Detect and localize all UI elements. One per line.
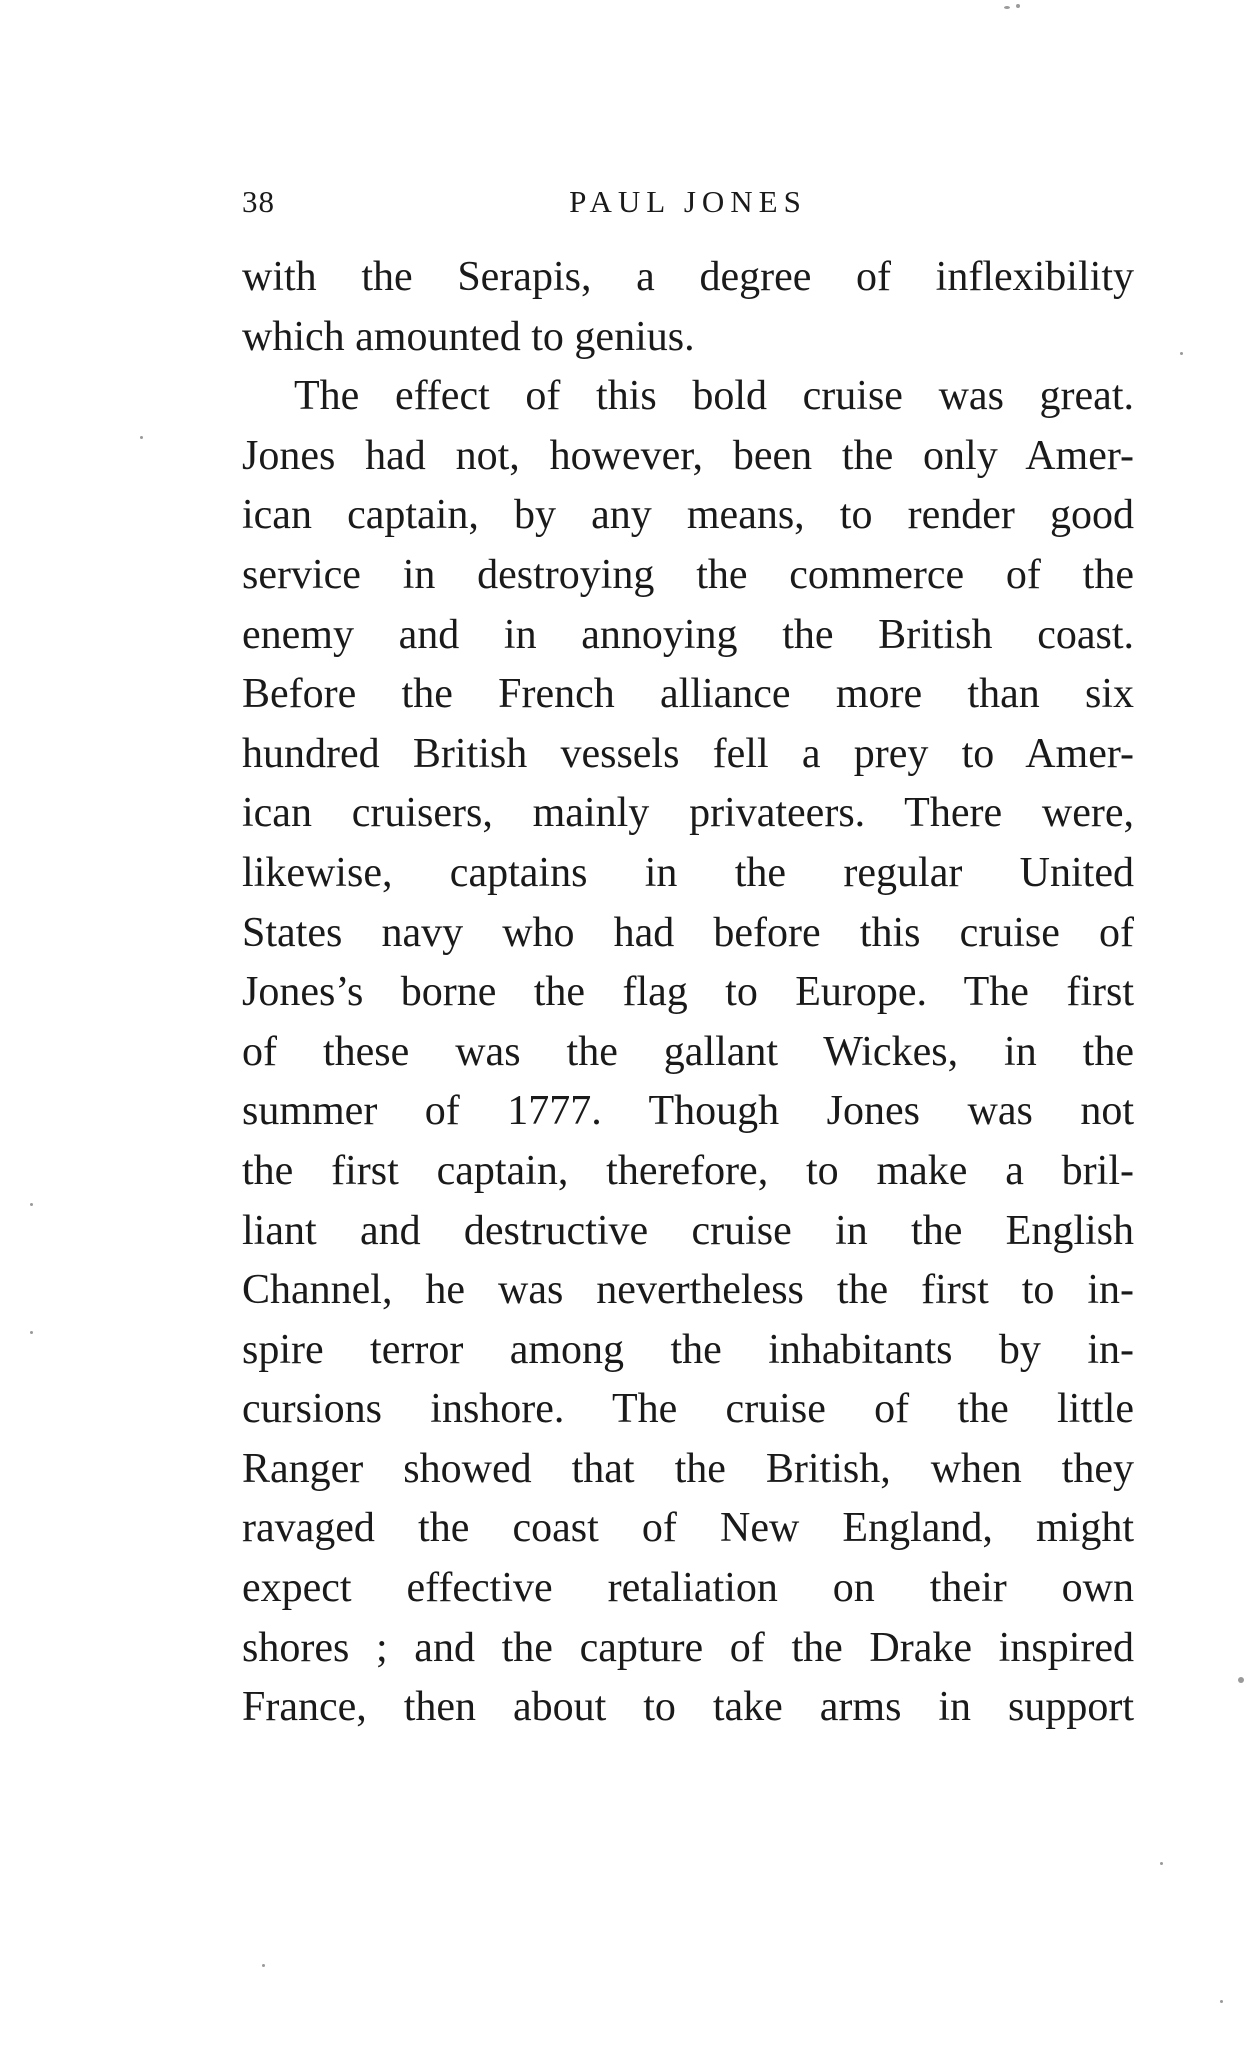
text-line: Jones’s borne the flag to Europe. The first xyxy=(242,969,1134,1016)
scan-speck xyxy=(30,1203,33,1206)
text-line: expect effective retaliation on their own xyxy=(242,1565,1134,1612)
text-line: cursions inshore. The cruise of the little xyxy=(242,1386,1134,1433)
text-line: Ranger showed that the British, when they xyxy=(242,1445,1134,1492)
text-line: enemy and in annoying the British coast. xyxy=(242,611,1134,658)
scan-speck xyxy=(1180,352,1183,355)
scan-speck xyxy=(140,436,143,439)
text-line: States navy who had before this cruise of xyxy=(242,909,1134,956)
scan-speck xyxy=(30,1331,33,1334)
scan-speck xyxy=(1004,6,1010,9)
text-line: ican cruisers, mainly privateers. There were, xyxy=(242,790,1134,837)
text-line: The effect of this bold cruise was great. xyxy=(294,373,1134,420)
scan-speck xyxy=(262,1964,265,1967)
text-line: service in destroying the commerce of the xyxy=(242,551,1134,598)
text-line: Before the French alliance more than six xyxy=(242,671,1134,718)
running-title: PAUL JONES xyxy=(569,184,807,219)
text-line: liant and destructive cruise in the English xyxy=(242,1207,1134,1254)
text-line: Channel, he was nevertheless the first to in- xyxy=(242,1267,1134,1314)
text-line: likewise, captains in the regular United xyxy=(242,849,1134,896)
text-line: which amounted to genius. xyxy=(242,313,695,360)
text-line: Jones had not, however, been the only Amer- xyxy=(242,432,1134,479)
body-text xyxy=(242,248,1134,1738)
text-line: ravaged the coast of New England, might xyxy=(242,1505,1134,1552)
text-line: summer of 1777. Though Jones was not xyxy=(242,1088,1134,1135)
page-number: 38 xyxy=(242,184,275,219)
text-line: spire terror among the inhabitants by in- xyxy=(242,1326,1134,1373)
scan-speck xyxy=(1016,4,1020,8)
text-line: the first captain, therefore, to make a bril- xyxy=(242,1147,1134,1194)
text-line: of these was the gallant Wickes, in the xyxy=(242,1028,1134,1075)
text-line: with the Serapis, a degree of inflexibility xyxy=(242,254,1134,300)
text-line: hundred British vessels fell a prey to Amer- xyxy=(242,730,1134,777)
text-line: France, then about to take arms in support xyxy=(242,1684,1134,1731)
scan-speck xyxy=(1238,1677,1244,1683)
scan-speck xyxy=(1220,2000,1223,2003)
scan-speck xyxy=(1160,1862,1163,1865)
text-line: shores ; and the capture of the Drake inspired xyxy=(242,1624,1134,1671)
text-line: ican captain, by any means, to render good xyxy=(242,492,1134,539)
running-head xyxy=(242,180,1134,224)
